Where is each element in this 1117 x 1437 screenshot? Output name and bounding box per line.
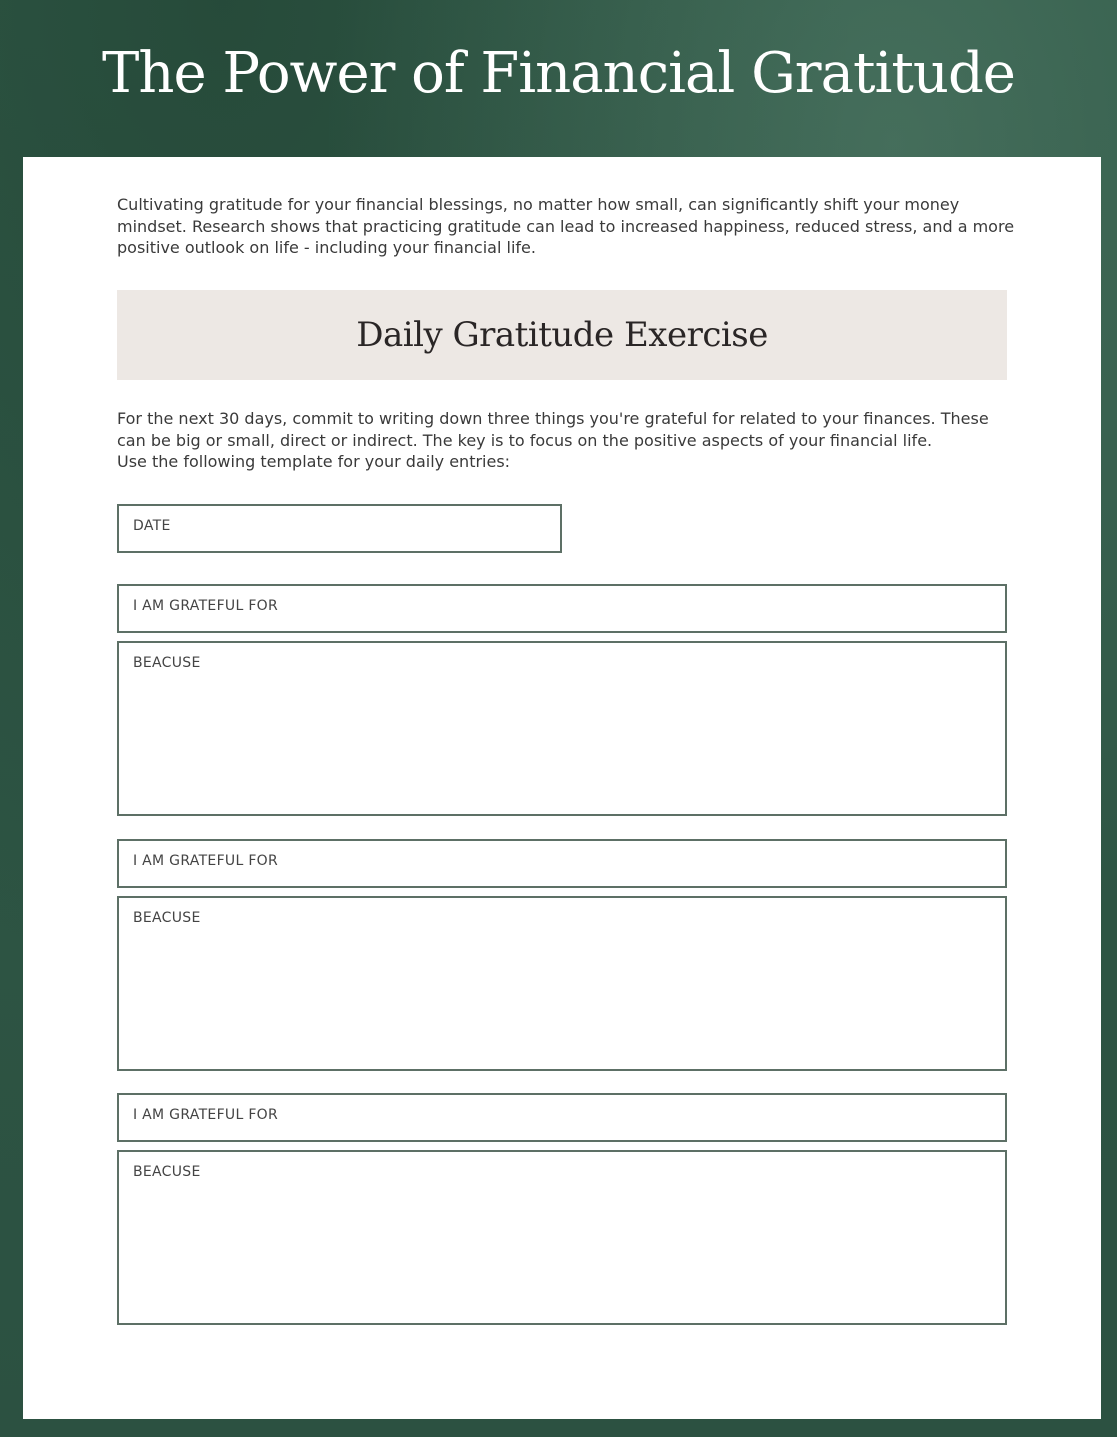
grateful-for-label: I AM GRATEFUL FOR [133, 1107, 279, 1123]
instructions-text: For the next 30 days, commit to writing down three things you're grateful for related to your finances. These can be big or small, direct or indirect. The key is to focus on the positive aspects of your financial life. [117, 409, 989, 450]
because-label: BEACUSE [133, 655, 201, 671]
grateful-for-field-1[interactable] [117, 584, 1007, 633]
grateful-for-field-2[interactable] [117, 839, 1007, 888]
because-label: BEACUSE [133, 910, 201, 926]
because-field-1[interactable] [117, 641, 1007, 816]
because-label: BEACUSE [133, 1164, 201, 1180]
because-field-3[interactable] [117, 1150, 1007, 1325]
grateful-for-label: I AM GRATEFUL FOR [133, 598, 279, 614]
instructions-template-note: Use the following template for your daily entries: [117, 452, 511, 471]
grateful-for-field-3[interactable] [117, 1093, 1007, 1142]
worksheet [23, 157, 1101, 1419]
page-header [0, 0, 1117, 157]
grateful-for-label: I AM GRATEFUL FOR [133, 853, 279, 869]
exercise-instructions [117, 408, 1017, 473]
section-banner [117, 290, 1007, 380]
section-heading: Daily Gratitude Exercise [356, 315, 768, 355]
date-label: DATE [133, 518, 171, 534]
date-field[interactable] [117, 504, 562, 553]
because-field-2[interactable] [117, 896, 1007, 1071]
page-title: The Power of Financial Gratitude [102, 41, 1015, 106]
intro-paragraph: Cultivating gratitude for your financial blessings, no matter how small, can significantly shift your money mindset. Research shows that practicing gratitude can lead to increased happiness, reduced stress, and a more positive outlook on life - including your financial life. [117, 195, 1015, 257]
